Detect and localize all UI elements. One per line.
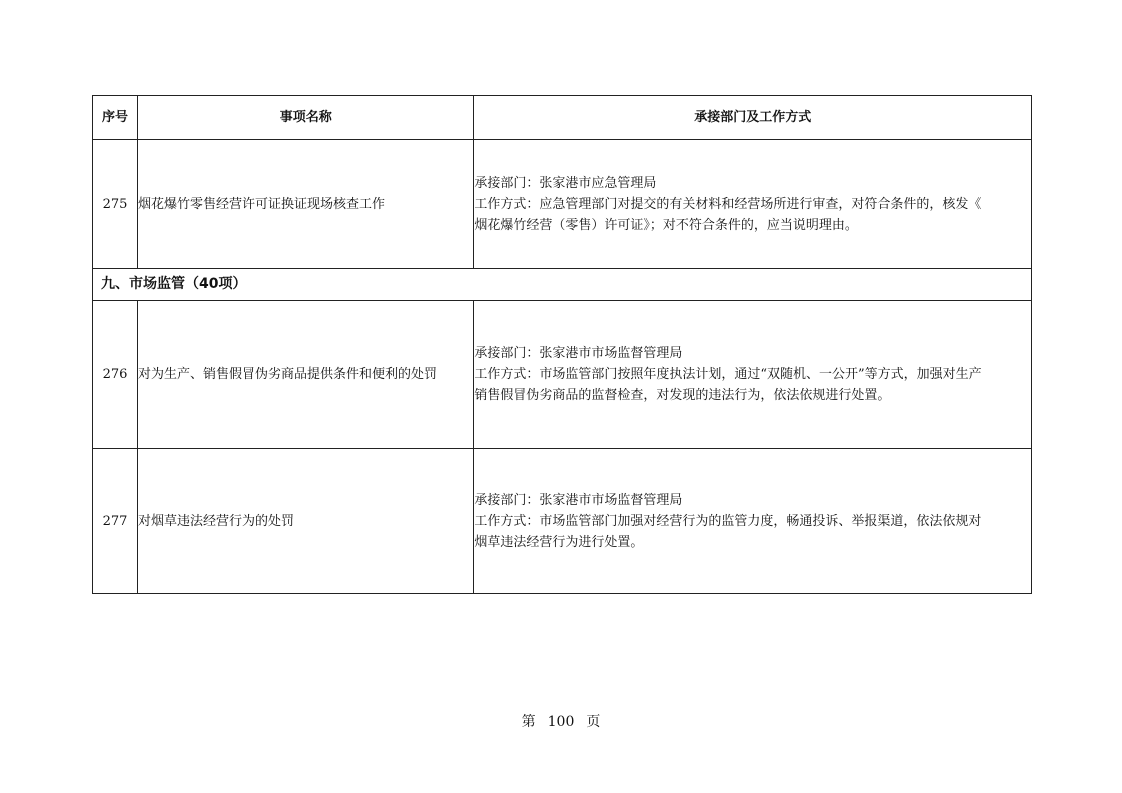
header-serial-number: 序号 [93,96,138,140]
table-row [93,140,1032,269]
table-row [93,449,1032,594]
row-serial-number: 275 [93,140,138,269]
method-line: 销售假冒伪劣商品的监督检查，对发现的违法行为，依法依规进行处置。 [474,388,891,403]
row-matter-name: 烟花爆竹零售经营许可证换证现场核查工作 [138,140,474,269]
method-line: 工作方式：市场监管部门加强对经营行为的监管力度，畅通投诉、举报渠道，依法依规对 [474,513,982,529]
header-department-method: 承接部门及工作方式 [474,96,1032,140]
header-matter-name: 事项名称 [138,96,474,140]
department-line: 承接部门：张家港市市场监督管理局 [474,492,683,508]
table-row [93,301,1032,449]
section-title: 九、市场监管（40项） [93,269,1032,301]
matters-table [92,95,1032,594]
method-line: 工作方式：应急管理部门对提交的有关材料和经营场所进行审查，对符合条件的，核发《 [474,196,982,212]
row-matter-name: 对烟草违法经营行为的处罚 [138,449,474,594]
row-department-method [474,449,1032,594]
row-serial-number: 276 [93,301,138,449]
page-number-prefix: 第 [521,714,536,730]
page-number [0,711,1122,731]
row-department-method [474,140,1032,269]
page-number-value: 100 [547,714,575,730]
department-line: 承接部门：张家港市应急管理局 [474,175,657,191]
method-line: 烟草违法经营行为进行处置。 [474,534,644,550]
row-matter-name: 对为生产、销售假冒伪劣商品提供条件和便利的处罚 [138,301,474,449]
method-line: 工作方式：市场监管部门按照年度执法计划，通过“双随机、一公开”等方式，加强对生产 [474,367,982,382]
section-row [93,269,1032,301]
row-serial-number: 277 [93,449,138,594]
row-department-method [474,301,1032,449]
department-line: 承接部门：张家港市市场监督管理局 [474,346,683,361]
table-header-row [93,96,1032,140]
method-line: 烟花爆竹经营（零售）许可证》；对不符合条件的，应当说明理由。 [474,217,858,233]
page-number-suffix: 页 [586,714,601,730]
